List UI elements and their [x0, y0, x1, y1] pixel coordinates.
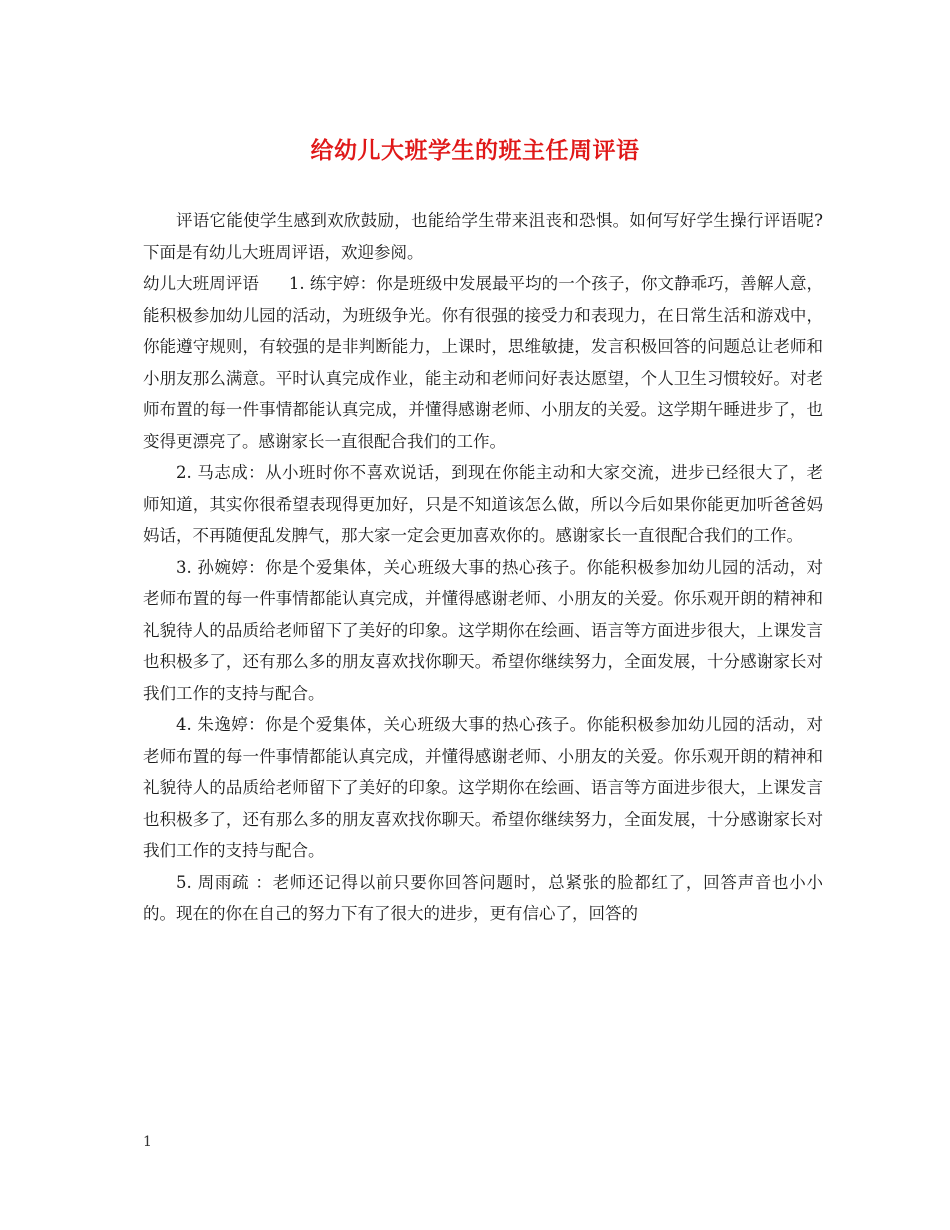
paragraph-4: 4. 朱逸婷：你是个爱集体，关心班级大事的热心孩子。你能积极参加幼儿园的活动，对老师布置的每一件事情都能认真完成，并懂得感谢老师、小朋友的关爱。你乐观开朗的精神和礼貌待人的品质给老师留下了美好的印象。这学期你在绘画、语言等方面进步很大，上课发言也积极多了，还有那么多的朋友喜欢找你聊天。希望你继续努力，全面发展，十分感谢家长对我们工作的支持与配合。 [143, 715, 823, 860]
paragraph-1 [143, 268, 823, 457]
paragraph-3: 3. 孙婉婷：你是个爱集体，关心班级大事的热心孩子。你能积极参加幼儿园的活动，对老师布置的每一件事情都能认真完成，并懂得感谢老师、小朋友的关爱。你乐观开朗的精神和礼貌待人的品质给老师留下了美好的印象。这学期你在绘画、语言等方面进步很大，上课发言也积极多了，还有那么多的朋友喜欢找你聊天。希望你继续努力，全面发展，十分感谢家长对我们工作的支持与配合。 [143, 557, 823, 703]
document-body [143, 205, 823, 930]
paragraph-2: 2. 马志成：从小班时你不喜欢说话，到现在你能主动和大家交流，进步已经很大了，老师知道，其实你很希望表现得更加好，只是不知道该怎么做，所以今后如果你能更加听爸爸妈妈话，不再随便乱发脾气，那大家一定会更加喜欢你的。感谢家长一直很配合我们的工作。 [143, 463, 823, 545]
page-number: 1 [143, 1134, 152, 1150]
page-title: 给幼儿大班学生的班主任周评语 [310, 137, 640, 164]
paragraph-1-text: 1. 练宇婷：你是班级中发展最平均的一个孩子，你文静乖巧，善解人意，能积极参加幼儿园的活动，为班级争光。你有很强的接受力和表现力，在日常生活和游戏中，你能遵守规则，有较强的是非判断能力，上课时，思维敏捷，发言积极回答的问题总让老师和小朋友那么满意。平时认真完成作业，能主动和老师问好表达愿望，个人卫生习惯较好。对老师布置的每一件事情都能认真完成，并懂得感谢老师、小朋友的关爱。这学期午睡进步了，也变得更漂亮了。感谢家长一直很配合我们的工作。 [143, 274, 823, 451]
paragraph-5: 5. 周雨疏 ：老师还记得以前只要你回答问题时，总紧张的脸都红了，回答声音也小小的。现在的你在自己的努力下有了很大的进步，更有信心了，回答的 [143, 872, 823, 923]
intro-paragraph: 评语它能使学生感到欢欣鼓励，也能给学生带来沮丧和恐惧。如何写好学生操行评语呢?下面是有幼儿大班周评语，欢迎参阅。 [143, 211, 823, 262]
section-label: 幼儿大班周评语 [143, 274, 259, 293]
